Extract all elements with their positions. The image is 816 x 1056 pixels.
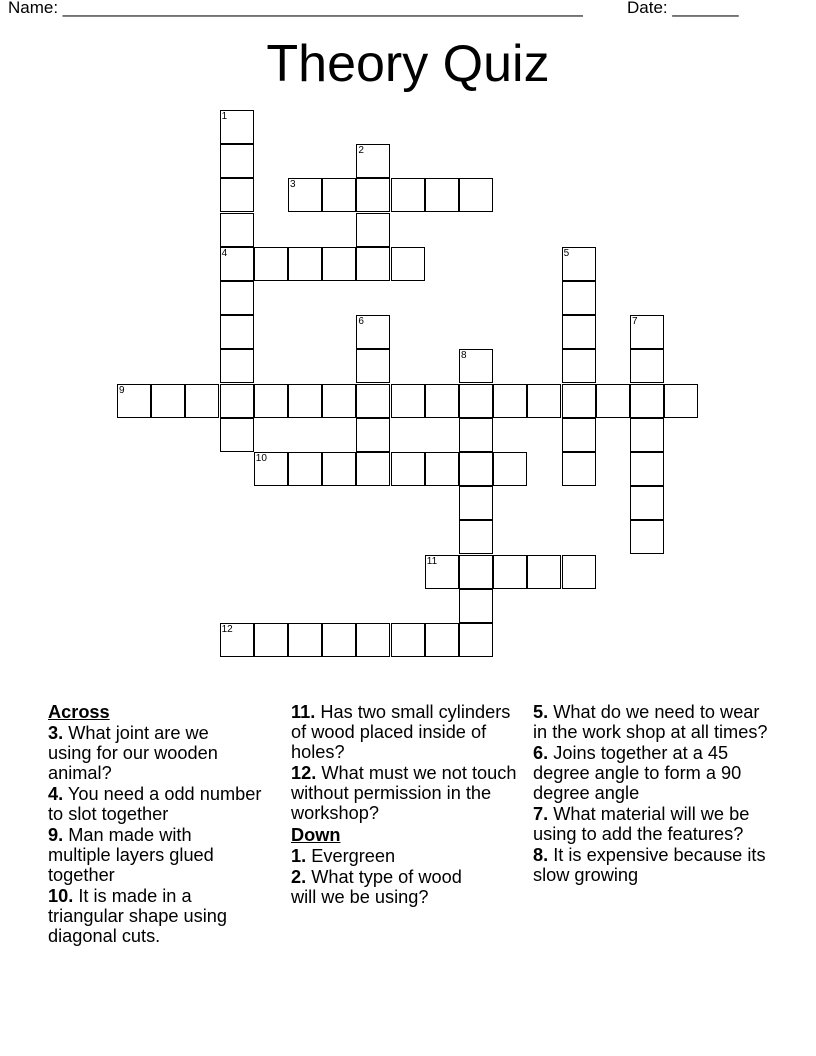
clue-down-1 [291,846,526,866]
clue-text: Has two small cylinders of wood placed inside of holes? [291,702,511,762]
crossword-cell[interactable] [117,384,151,418]
crossword-cell[interactable] [493,452,527,486]
crossword-cell[interactable] [425,384,459,418]
clue-column-2 [291,702,526,907]
crossword-cell[interactable] [288,178,322,212]
clue-down-7 [533,804,753,844]
crossword-cell[interactable] [459,384,493,418]
crossword-cell[interactable] [254,384,288,418]
crossword-cell[interactable] [562,555,596,589]
clue-number: 8. [533,845,549,865]
crossword-cell[interactable] [391,178,425,212]
crossword-cell[interactable] [425,452,459,486]
clue-number: 12. [291,763,317,783]
crossword-cell[interactable] [562,418,596,452]
crossword-cell[interactable] [220,315,254,349]
crossword-cell[interactable] [562,281,596,315]
clue-across-12 [291,763,526,823]
cell-number: 9 [119,384,125,396]
clue-text: It is made in a triangular shape using diagonal cuts. [48,886,227,946]
crossword-cell[interactable] [322,178,356,212]
crossword-cell[interactable] [391,384,425,418]
date-field-label: Date: _______ [627,0,739,17]
clue-text: It is expensive because its slow growing [533,845,766,885]
clue-across-4 [48,784,278,824]
clue-number: 11. [291,702,316,722]
clue-across-9 [48,825,248,885]
crossword-cell[interactable] [220,110,254,144]
clue-across-3 [48,723,248,783]
crossword-cell[interactable] [220,178,254,212]
crossword-cell[interactable] [288,623,322,657]
crossword-cell[interactable] [356,384,390,418]
cell-number: 11 [426,555,438,567]
cell-number: 2 [358,145,364,157]
crossword-cell[interactable] [459,452,493,486]
cell-number: 10 [255,453,267,464]
crossword-cell[interactable] [630,452,664,486]
crossword-cell[interactable] [356,623,390,657]
crossword-cell[interactable] [459,486,493,520]
clue-text: Evergreen [311,846,396,866]
crossword-cell[interactable] [220,623,254,657]
cell-number: 5 [563,247,570,259]
crossword-cell[interactable] [220,281,254,315]
crossword-cell[interactable] [220,144,254,178]
crossword-cell[interactable] [254,452,288,486]
cell-number: 1 [221,111,228,122]
crossword-cell[interactable] [322,247,356,281]
clue-down-6 [533,743,773,803]
crossword-cell[interactable] [254,247,288,281]
crossword-cell[interactable] [220,384,254,418]
crossword-cell[interactable] [322,623,356,657]
clue-number: 1. [291,846,307,866]
crossword-cell[interactable] [288,384,322,418]
crossword-cell[interactable] [322,384,356,418]
crossword-cell[interactable] [527,555,561,589]
clue-column-3 [533,702,773,885]
clue-text: What material will we be using to add the features? [533,804,750,844]
crossword-cell[interactable] [185,384,219,418]
clue-text: What type of wood will we be using? [291,867,462,907]
down-heading: Down [291,825,341,845]
clue-text: What do we need to wear in the work shop at all times? [533,702,768,742]
across-heading: Across [48,702,110,722]
crossword-cell[interactable] [356,349,390,383]
crossword-cell[interactable] [356,418,390,452]
crossword-cell[interactable] [630,520,664,554]
crossword-cell[interactable] [391,247,425,281]
page-title: Theory Quiz [266,35,550,93]
crossword-cell[interactable] [425,623,459,657]
clue-number: 9. [48,825,64,845]
crossword-cell[interactable] [596,384,630,418]
crossword-cell[interactable] [630,486,664,520]
crossword-cell[interactable] [391,452,425,486]
cell-number: 8 [461,350,467,362]
crossword-cell[interactable] [459,623,493,657]
clue-text: What joint are we using for our wooden animal? [48,723,218,783]
crossword-cell[interactable] [562,384,596,418]
crossword-cell[interactable] [356,315,390,349]
clue-down-5 [533,702,773,742]
clue-number: 2. [291,867,307,887]
clue-text: You need a odd number to slot together [48,784,262,824]
clue-down-2 [291,867,491,907]
crossword-cell[interactable] [459,349,493,383]
crossword-cell[interactable] [151,384,185,418]
crossword-cell[interactable] [459,520,493,554]
crossword-cell[interactable] [356,144,390,178]
crossword-cell[interactable] [356,247,390,281]
clue-number: 4. [48,784,64,804]
crossword-cell[interactable] [459,178,493,212]
crossword-cell[interactable] [356,452,390,486]
clue-number: 10. [48,886,74,906]
cell-number: 12 [221,624,233,635]
crossword-cell[interactable] [220,247,254,281]
crossword-cell[interactable] [664,384,698,418]
clue-column-1 [48,702,278,946]
crossword-cell[interactable] [425,178,459,212]
name-field-label: Name: _______________________________________________________ [8,0,583,17]
crossword-cell[interactable] [459,418,493,452]
crossword-cell[interactable] [220,349,254,383]
clue-down-8 [533,845,773,885]
crossword-cell[interactable] [527,384,561,418]
crossword-cell[interactable] [220,418,254,452]
crossword-cell[interactable] [425,555,459,589]
crossword-cell[interactable] [630,349,664,383]
crossword-cell[interactable] [493,555,527,589]
crossword-cell[interactable] [562,315,596,349]
cell-number: 4 [221,247,228,259]
clue-text: Man made with multiple layers glued together [48,825,214,885]
cell-number: 3 [290,179,296,191]
cell-number: 6 [358,316,364,328]
clue-across-11 [291,702,526,762]
crossword-cell[interactable] [220,213,254,247]
clue-number: 6. [533,743,549,763]
crossword-cell[interactable] [288,247,322,281]
crossword-cell[interactable] [493,384,527,418]
clue-text: What must we not touch without permission in the workshop? [291,763,517,823]
crossword-cell[interactable] [630,384,664,418]
clue-text: Joins together at a 45 degree angle to form a 90 degree angle [533,743,742,803]
crossword-cell[interactable] [562,452,596,486]
crossword-cell[interactable] [562,349,596,383]
clue-number: 5. [533,702,549,722]
crossword-cell[interactable] [630,418,664,452]
clue-number: 7. [533,804,549,824]
crossword-cell[interactable] [322,452,356,486]
crossword-cell[interactable] [254,623,288,657]
crossword-cell[interactable] [562,247,596,281]
cell-number: 7 [632,316,638,328]
clue-number: 3. [48,723,64,743]
crossword-cell[interactable] [459,555,493,589]
crossword-cell[interactable] [459,589,493,623]
crossword-cell[interactable] [288,452,322,486]
clue-across-10 [48,886,258,946]
crossword-cell[interactable] [630,315,664,349]
crossword-cell[interactable] [356,213,390,247]
crossword-cell[interactable] [391,623,425,657]
crossword-cell[interactable] [356,178,390,212]
